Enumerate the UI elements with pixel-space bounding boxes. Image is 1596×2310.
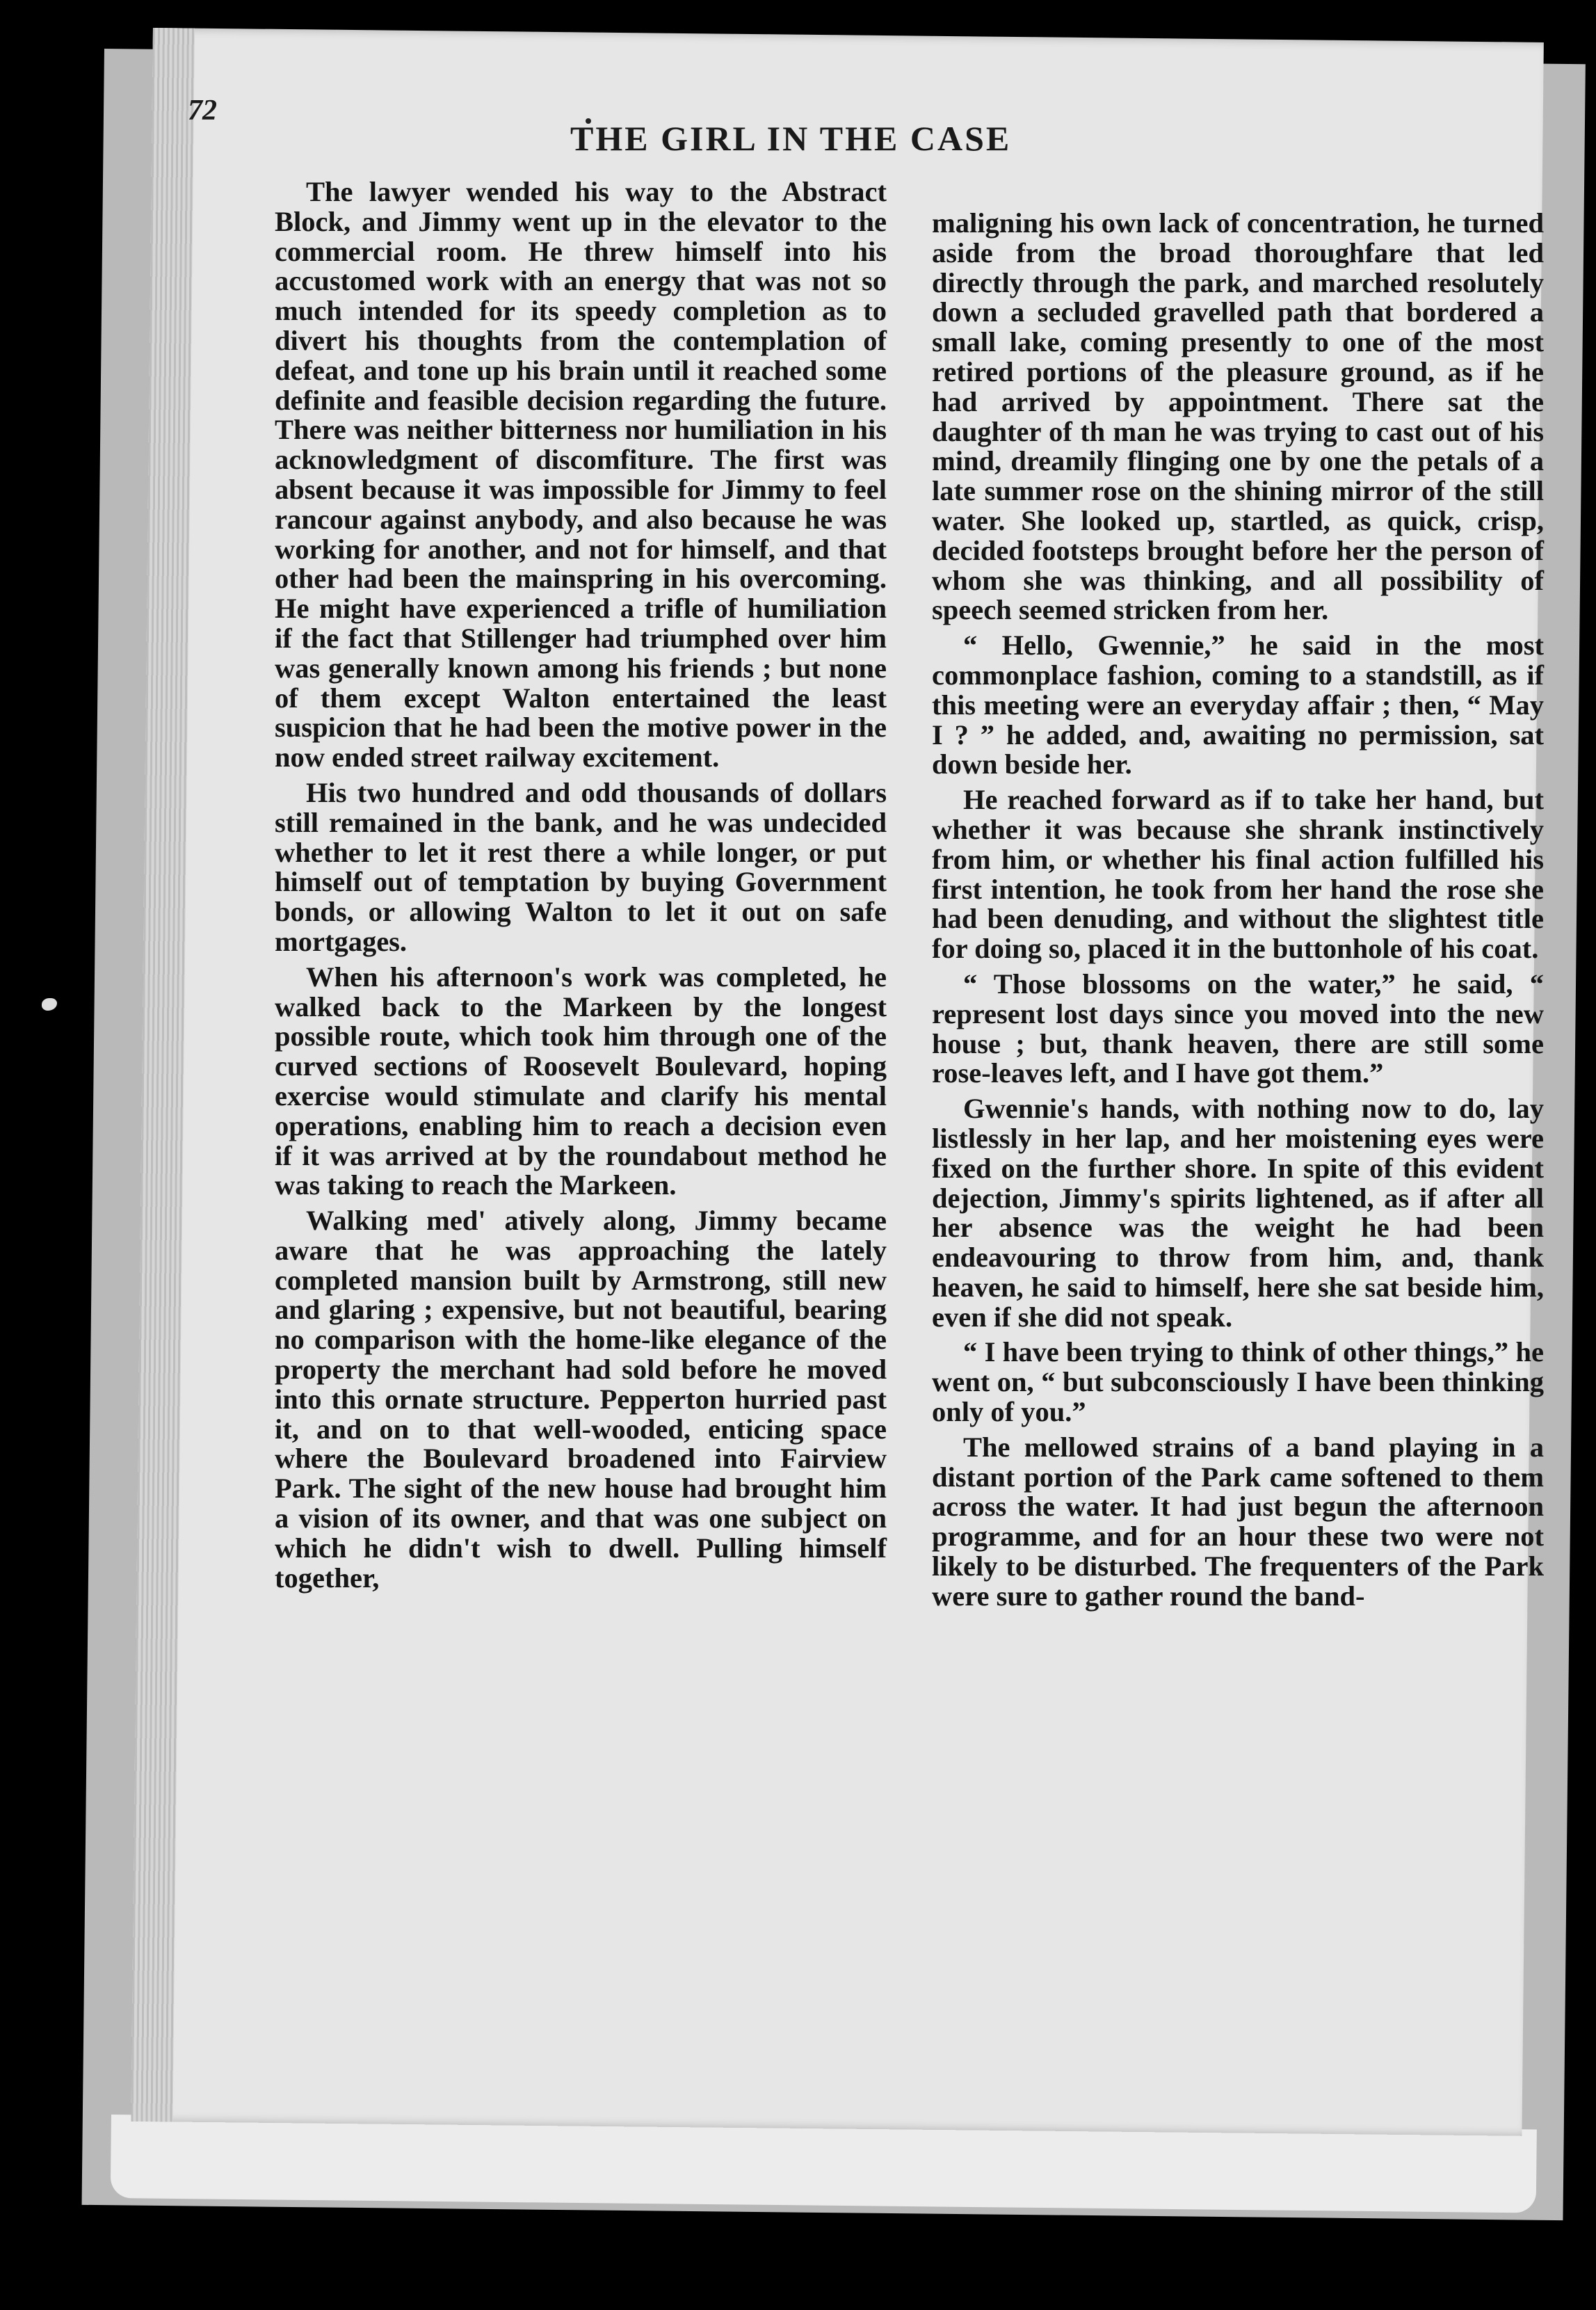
left-text-column	[275, 177, 887, 1593]
paragraph: When his afternoon's work was completed, he walked back to the Markeen by the longest possible route, which took him through one of the curved sections of Roosevelt Boulevard, hoping exercise would stimulate and clarify his mental operations, enabling him to reach a decision even if it was arrived at by the roundabout method he was taking to reach the Markeen.	[275, 961, 887, 1201]
paragraph-continued: maligning his own lack of concentration, he turned aside from the broad thoroughfare that led directly through the park, and marched resolutely down a secluded gravelled path that bordered a small lake, coming presently to one of the most retired portions of the pleasure ground, as if he had arrived by appointment. There sat the daughter of th man he was trying to cast out of his mind, dreamily flinging one by one the petals of a late summer rose on the shining mirror of the still water. She looked up, startled, as quick, crisp, decided footsteps brought before her the person of whom she was thinking, and all possibility of speech seemed stricken from her.	[932, 207, 1544, 626]
paper-speck	[42, 998, 57, 1011]
paragraph: He reached forward as if to take her hand, but whether it was because she shrank instinctively from him, or whether his final action fulfilled his first intention, he took from her hand the rose she had been denuding, and without the slightest title for doing so, placed it in the buttonhole of his coat.	[932, 784, 1544, 965]
paragraph: “ I have been trying to think of other things,” he went on, “ but subconsciously I have been thinking only of you.”	[932, 1336, 1544, 1428]
right-text-column	[932, 209, 1544, 1612]
paragraph: “ Hello, Gwennie,” he said in the most commonplace fashion, coming to a standstill, as if this meeting were an everyday affair ; then, “ May I ? ” he added, and, awaiting no permission, sat down beside her.	[932, 629, 1544, 780]
running-head: THE GIRL IN THE CASE	[570, 119, 1012, 158]
paragraph: The lawyer wended his way to the Abstract Block, and Jimmy went up in the elevator to the commercial room. He threw himself into his accustomed work with an energy that was not so much intended for its speedy completion as to divert his thoughts from the contemplation of defeat, and tone up his brain until it reached some definite and feasible decision regarding the future. There was neither bitterness nor humiliation in his acknowledgment of discomfiture. The first was absent because it was impossible for Jimmy to feel rancour against anybody, and also because he was working for another, and not for himself, and that other had been the mainspring in his overcoming. He might have experienced a trifle of humiliation if the fact that Stillenger had triumphed over him was generally known among his friends ; but none of them except Walton entertained the least suspicion that he had been the motive power in the now ended street railway excitement.	[275, 176, 887, 773]
paragraph: His two hundred and odd thousands of dollars still remained in the bank, and he was undecided whether to let it rest there a while longer, or put himself out of temptation by buying Government bonds, or allowing Walton to let it out on safe mortgages.	[275, 776, 887, 957]
paragraph: “ Those blossoms on the water,” he said, “ represent lost days since you moved into the new house ; but, thank heaven, there are still some rose-leaves left, and I have got them.”	[932, 968, 1544, 1089]
paragraph: The mellowed strains of a band playing in a distant portion of the Park came softened to them across the water. It had just begun the afternoon programme, and for an hour these two were not likely to be disturbed. The frequenters of the Park were sure to gather round the band-	[932, 1431, 1544, 1612]
page-number: 72	[188, 95, 217, 127]
paragraph: Gwennie's hands, with nothing now to do, lay listlessly in her lap, and her moistening eyes were fixed on the further shore. In spite of this evident dejection, Jimmy's spirits lightened, as if after all her absence was the weight he had been endeavouring to throw from him, and, thank heaven, he said to himself, here she sat beside him, even if she did not speak.	[932, 1093, 1544, 1333]
paragraph: Walking med' atively along, Jimmy became aware that he was approaching the lately completed mansion built by Armstrong, still new and glaring ; expensive, but not beautiful, bearing no comparison with the home-like elegance of the property the merchant had sold before he moved into this ornate structure. Pepperton hurried past it, and on to that well-wooded, enticing space where the Boulevard broadened into Fairview Park. The sight of the new house had brought him a vision of its owner, and that was one subject on which he didn't wish to dwell. Pulling himself together,	[275, 1205, 887, 1594]
